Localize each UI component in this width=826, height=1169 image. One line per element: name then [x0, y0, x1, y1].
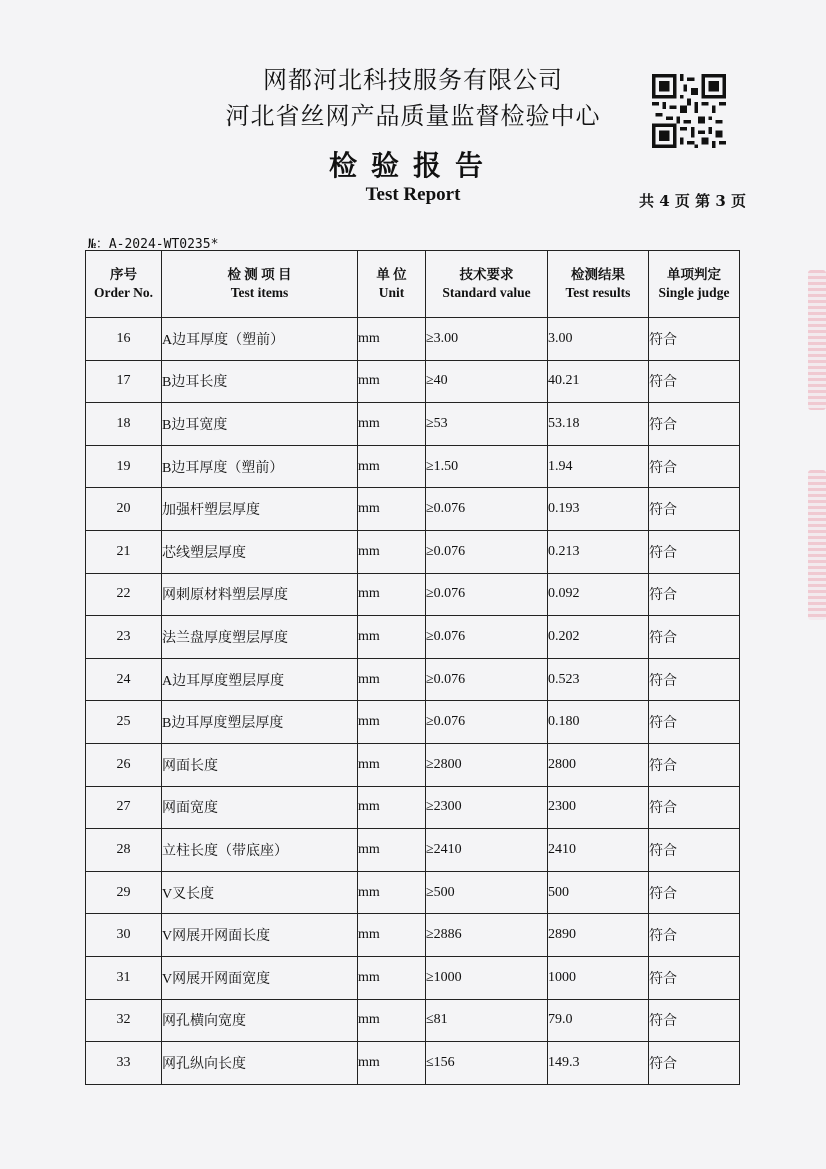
table-row	[86, 701, 740, 744]
single-judge-cell: 符合	[649, 743, 740, 786]
unit-cell: mm	[358, 829, 426, 872]
standard-value-cell: ≥0.076	[426, 658, 548, 701]
unit-cell: mm	[358, 573, 426, 616]
single-judge-cell: 符合	[649, 445, 740, 488]
test-result-cell: 53.18	[548, 403, 649, 446]
table-row	[86, 786, 740, 829]
report-title-en: Test Report	[365, 184, 461, 205]
test-result-cell: 0.523	[548, 658, 649, 701]
test-result-cell: 0.092	[548, 573, 649, 616]
single-judge-cell: 符合	[649, 999, 740, 1042]
header-standard-value-cn: 技术要求	[459, 267, 514, 282]
header-single-judge-cn: 单项判定	[667, 267, 721, 282]
single-judge-cell: 符合	[649, 829, 740, 872]
order-no-cell: 24	[86, 658, 162, 701]
order-no-cell: 21	[86, 530, 162, 573]
test-item-cell: A边耳厚度（塑前）	[162, 318, 358, 361]
order-no-cell: 22	[86, 573, 162, 616]
test-result-cell: 0.213	[548, 530, 649, 573]
header-test-items-cn: 检 测 项 目	[227, 267, 292, 282]
header-unit	[358, 251, 426, 318]
order-no-cell: 25	[86, 701, 162, 744]
header-order-no-en: Order No.	[94, 285, 153, 300]
order-no-cell: 30	[86, 914, 162, 957]
table-row	[86, 871, 740, 914]
test-result-cell: 1.94	[548, 445, 649, 488]
table-row	[86, 360, 740, 403]
single-judge-cell: 符合	[649, 956, 740, 999]
standard-value-cell: ≥40	[426, 360, 548, 403]
order-no-cell: 33	[86, 1042, 162, 1085]
table-row	[86, 1042, 740, 1085]
single-judge-cell: 符合	[649, 1042, 740, 1085]
order-no-cell: 32	[86, 999, 162, 1042]
test-item-cell: 网刺原材料塑层厚度	[162, 573, 358, 616]
standard-value-cell: ≥0.076	[426, 573, 548, 616]
org-name-center: 河北省丝网产品质量监督检验中心	[225, 102, 601, 130]
table-body	[86, 318, 740, 1085]
test-item-cell: 网面宽度	[162, 786, 358, 829]
unit-cell: mm	[358, 871, 426, 914]
unit-cell: mm	[358, 743, 426, 786]
test-result-cell: 500	[548, 871, 649, 914]
test-item-cell: 立柱长度（带底座）	[162, 829, 358, 872]
unit-cell: mm	[358, 1042, 426, 1085]
single-judge-cell: 符合	[649, 573, 740, 616]
qr-code-icon	[652, 74, 726, 148]
header-test-results	[548, 251, 649, 318]
header-unit-cn: 单 位	[376, 267, 407, 282]
order-no-cell: 17	[86, 360, 162, 403]
table-row	[86, 573, 740, 616]
header-single-judge-en: Single judge	[658, 285, 730, 300]
test-item-cell: 网面长度	[162, 743, 358, 786]
standard-value-cell: ≥2300	[426, 786, 548, 829]
standard-value-cell: ≥0.076	[426, 488, 548, 531]
single-judge-cell: 符合	[649, 658, 740, 701]
header-test-results-cn: 检测结果	[571, 267, 625, 282]
unit-cell: mm	[358, 530, 426, 573]
single-judge-cell: 符合	[649, 701, 740, 744]
seal-stamp-fragment	[808, 270, 826, 410]
test-item-cell: 加强杆塑层厚度	[162, 488, 358, 531]
header-order-no-cn: 序号	[110, 267, 137, 282]
standard-value-cell: ≥2800	[426, 743, 548, 786]
single-judge-cell: 符合	[649, 360, 740, 403]
header-standard-value-en: Standard value	[442, 285, 531, 300]
table-row	[86, 658, 740, 701]
unit-cell: mm	[358, 701, 426, 744]
table-row	[86, 829, 740, 872]
order-no-cell: 19	[86, 445, 162, 488]
test-item-cell: 芯线塑层厚度	[162, 530, 358, 573]
unit-cell: mm	[358, 658, 426, 701]
order-no-cell: 16	[86, 318, 162, 361]
header-test-results-en: Test results	[565, 285, 631, 300]
table-row	[86, 956, 740, 999]
table-row	[86, 530, 740, 573]
test-item-cell: V网展开网面宽度	[162, 956, 358, 999]
header-standard-value	[426, 251, 548, 318]
header-single-judge	[649, 251, 740, 318]
standard-value-cell: ≥1000	[426, 956, 548, 999]
standard-value-cell: ≤156	[426, 1042, 548, 1085]
single-judge-cell: 符合	[649, 786, 740, 829]
report-title-cn: 检验报告	[328, 149, 497, 182]
unit-cell: mm	[358, 360, 426, 403]
org-name-company: 网都河北科技服务有限公司	[263, 66, 563, 94]
test-item-cell: V叉长度	[162, 871, 358, 914]
unit-cell: mm	[358, 914, 426, 957]
header-test-items-en: Test items	[230, 285, 289, 300]
page-indicator: 共 4 页 第 3 页	[639, 192, 746, 210]
single-judge-cell: 符合	[649, 914, 740, 957]
test-result-cell: 0.202	[548, 616, 649, 659]
test-result-cell: 2410	[548, 829, 649, 872]
test-item-cell: A边耳厚度塑层厚度	[162, 658, 358, 701]
seal-stamp-fragment	[808, 470, 826, 620]
test-result-cell: 0.193	[548, 488, 649, 531]
test-item-cell: 网孔横向宽度	[162, 999, 358, 1042]
table-row	[86, 616, 740, 659]
standard-value-cell: ≤81	[426, 999, 548, 1042]
header-test-items	[162, 251, 358, 318]
test-item-cell: B边耳厚度（塑前）	[162, 445, 358, 488]
table-header-row	[86, 251, 740, 318]
table-row	[86, 403, 740, 446]
standard-value-cell: ≥1.50	[426, 445, 548, 488]
unit-cell: mm	[358, 999, 426, 1042]
table-row	[86, 445, 740, 488]
order-no-cell: 31	[86, 956, 162, 999]
unit-cell: mm	[358, 786, 426, 829]
standard-value-cell: ≥500	[426, 871, 548, 914]
table-row	[86, 914, 740, 957]
test-result-cell: 79.0	[548, 999, 649, 1042]
report-number: №：A-2024-WT0235*	[88, 237, 219, 252]
table-row	[86, 743, 740, 786]
table-row	[86, 999, 740, 1042]
unit-cell: mm	[358, 616, 426, 659]
test-result-cell: 2890	[548, 914, 649, 957]
standard-value-cell: ≥0.076	[426, 616, 548, 659]
standard-value-cell: ≥2886	[426, 914, 548, 957]
single-judge-cell: 符合	[649, 871, 740, 914]
test-item-cell: B边耳宽度	[162, 403, 358, 446]
test-item-cell: 网孔纵向长度	[162, 1042, 358, 1085]
test-result-cell: 149.3	[548, 1042, 649, 1085]
test-result-cell: 2300	[548, 786, 649, 829]
table-row	[86, 318, 740, 361]
unit-cell: mm	[358, 403, 426, 446]
unit-cell: mm	[358, 318, 426, 361]
unit-cell: mm	[358, 956, 426, 999]
test-item-cell: V网展开网面长度	[162, 914, 358, 957]
order-no-cell: 23	[86, 616, 162, 659]
test-result-cell: 40.21	[548, 360, 649, 403]
order-no-cell: 27	[86, 786, 162, 829]
single-judge-cell: 符合	[649, 488, 740, 531]
test-item-cell: 法兰盘厚度塑层厚度	[162, 616, 358, 659]
standard-value-cell: ≥2410	[426, 829, 548, 872]
order-no-cell: 29	[86, 871, 162, 914]
table-row	[86, 488, 740, 531]
test-result-cell: 1000	[548, 956, 649, 999]
order-no-cell: 20	[86, 488, 162, 531]
test-result-cell: 3.00	[548, 318, 649, 361]
standard-value-cell: ≥3.00	[426, 318, 548, 361]
standard-value-cell: ≥53	[426, 403, 548, 446]
test-results-table	[85, 250, 740, 1085]
order-no-cell: 26	[86, 743, 162, 786]
test-result-cell: 0.180	[548, 701, 649, 744]
order-no-cell: 28	[86, 829, 162, 872]
single-judge-cell: 符合	[649, 616, 740, 659]
unit-cell: mm	[358, 488, 426, 531]
test-item-cell: B边耳厚度塑层厚度	[162, 701, 358, 744]
standard-value-cell: ≥0.076	[426, 701, 548, 744]
header-order-no	[86, 251, 162, 318]
header-unit-en: Unit	[378, 285, 405, 300]
order-no-cell: 18	[86, 403, 162, 446]
unit-cell: mm	[358, 445, 426, 488]
single-judge-cell: 符合	[649, 530, 740, 573]
single-judge-cell: 符合	[649, 403, 740, 446]
standard-value-cell: ≥0.076	[426, 530, 548, 573]
test-result-cell: 2800	[548, 743, 649, 786]
single-judge-cell: 符合	[649, 318, 740, 361]
test-item-cell: B边耳长度	[162, 360, 358, 403]
